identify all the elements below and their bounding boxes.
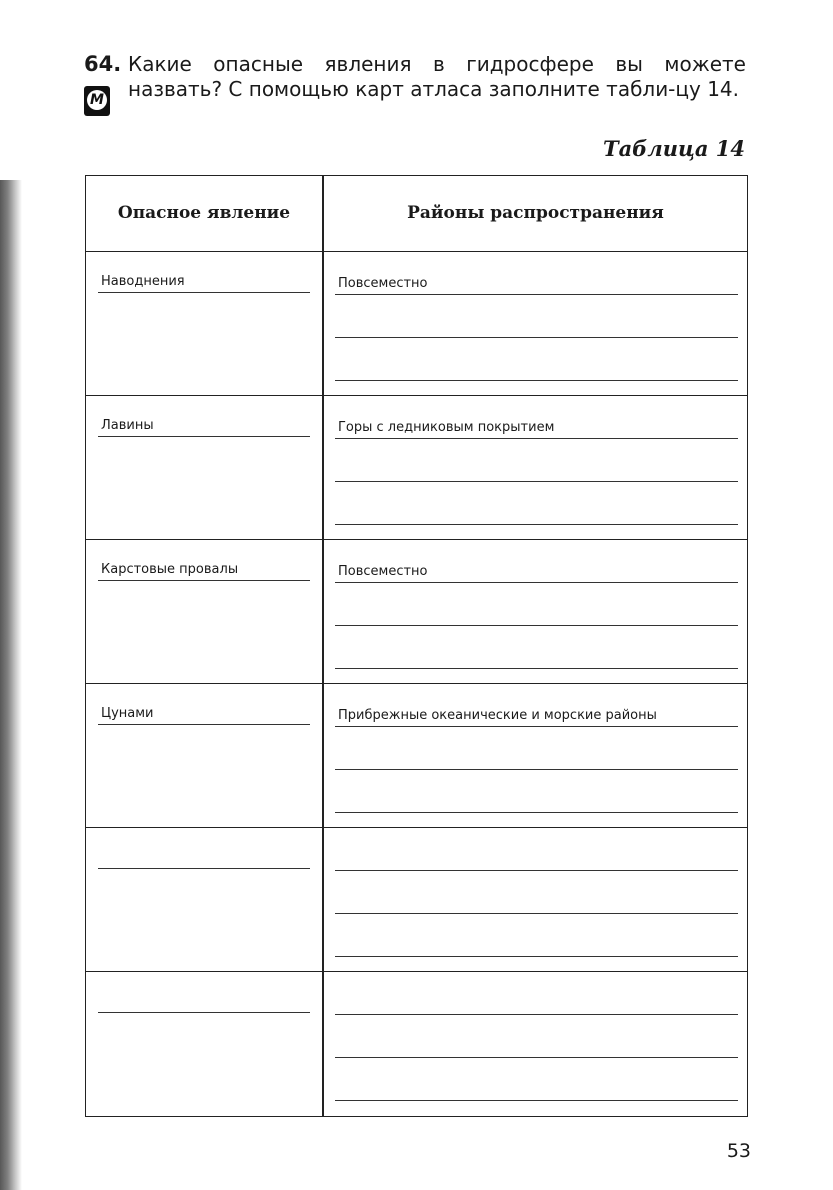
regions-answer-line[interactable] [335, 848, 738, 871]
task-number: 64. [84, 52, 122, 76]
regions-answer-line[interactable] [335, 603, 738, 626]
table-row [86, 252, 747, 396]
phenomenon-text: Карстовые провалы [101, 562, 239, 577]
map-atlas-icon [84, 86, 110, 116]
map-atlas-icon-letter: М [87, 90, 107, 110]
regions-answer-line[interactable] [335, 790, 738, 813]
regions-text: Горы с ледниковым покрытием [338, 420, 555, 435]
regions-answer-line[interactable] [335, 315, 738, 338]
regions-answer-line[interactable] [335, 358, 738, 381]
regions-answer-line[interactable] [335, 1078, 738, 1101]
table-caption: Таблица 14 [602, 136, 745, 161]
table-row [86, 540, 747, 684]
worksheet-table [85, 175, 748, 1117]
phenomenon-text: Цунами [101, 706, 154, 721]
regions-answer-line[interactable] [335, 747, 738, 770]
table-row [86, 396, 747, 540]
regions-text: Повсеместно [338, 276, 428, 291]
regions-text: Повсеместно [338, 564, 428, 579]
regions-answer-line[interactable] [335, 459, 738, 482]
regions-answer-line[interactable] [335, 502, 738, 525]
phenomenon-answer-line[interactable] [98, 990, 310, 1013]
phenomenon-answer-line[interactable] [98, 558, 310, 581]
header-phenomenon: Опасное явление [117, 202, 291, 223]
page-binding-shadow [0, 180, 22, 1190]
regions-answer-line[interactable] [335, 891, 738, 914]
table-row [86, 828, 747, 972]
phenomenon-answer-line[interactable] [98, 270, 310, 293]
phenomenon-answer-line[interactable] [98, 414, 310, 437]
phenomenon-text: Лавины [101, 418, 154, 433]
header-regions: Районы распространения [407, 202, 664, 223]
table-header-row [86, 176, 747, 252]
page-number: 53 [726, 1140, 751, 1162]
regions-answer-line[interactable] [335, 1035, 738, 1058]
task-text: Какие опасные явления в гидросфере вы можете назвать? С помощью карт атласа заполните табли-цу 14. [128, 52, 746, 101]
regions-answer-line[interactable] [335, 416, 738, 439]
table-row [86, 972, 747, 1116]
regions-answer-line[interactable] [335, 992, 738, 1015]
phenomenon-text: Наводнения [101, 274, 185, 289]
phenomenon-answer-line[interactable] [98, 702, 310, 725]
regions-answer-line[interactable] [335, 934, 738, 957]
table-row [86, 684, 747, 828]
regions-answer-line[interactable] [335, 560, 738, 583]
regions-answer-line[interactable] [335, 272, 738, 295]
regions-answer-line[interactable] [335, 704, 738, 727]
task-block [84, 52, 746, 108]
phenomenon-answer-line[interactable] [98, 846, 310, 869]
regions-answer-line[interactable] [335, 646, 738, 669]
regions-text: Прибрежные океанические и морские районы [338, 708, 657, 723]
